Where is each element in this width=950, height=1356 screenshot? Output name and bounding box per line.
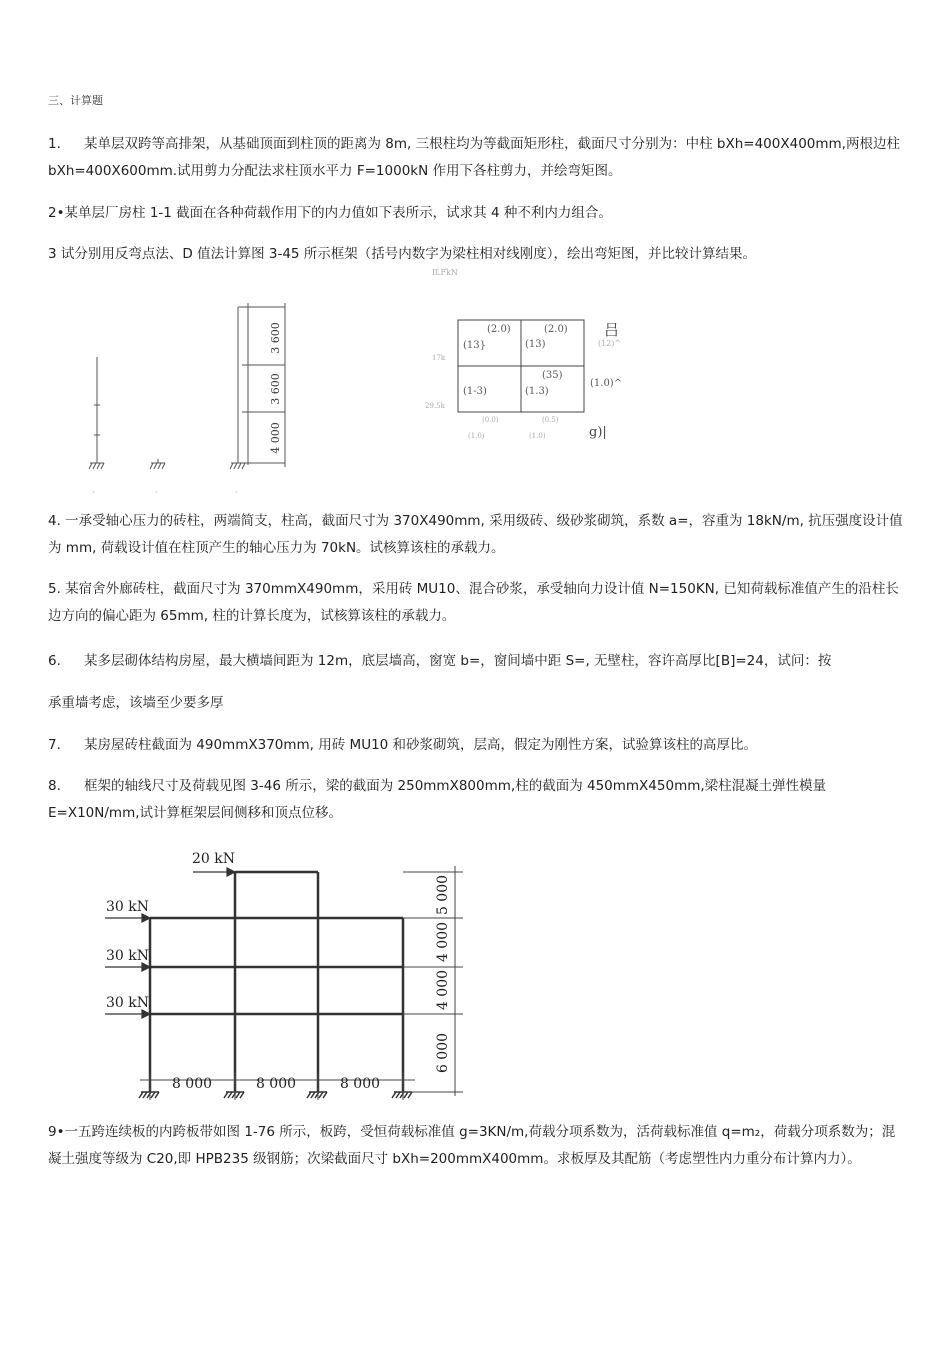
height-dim-storey3: 4 000: [435, 921, 451, 963]
fig345-left-load-top: 17k: [432, 354, 446, 362]
bent-dimension-top: 3 600: [269, 322, 282, 354]
question-1-number: 1.: [48, 136, 61, 152]
question-8: [48, 773, 906, 827]
height-dim-storey4: 5 000: [435, 874, 451, 916]
question-6-text-line1: 某多层砌体结构房屋，最大横墙间距为 12m，底层墙高，窗宽 b=，窗间墙中距 S=, 无壁柱，容许高厚比[B]=24，试问：按: [84, 653, 832, 669]
bent-mark-right: ·: [235, 488, 238, 497]
question-8-number: 8.: [48, 778, 61, 794]
fig345-top-partial-label: ILFkN: [432, 268, 458, 277]
fig345-bottom-partial-3: (1.0): [468, 432, 485, 440]
fig345-cell-column-bottom-mid: (1.3): [525, 386, 549, 397]
fig345-right-partial-label: (12)^: [598, 339, 622, 348]
bent-mark-left: ·: [92, 488, 95, 497]
question-8-text: 框架的轴线尺寸及荷载见图 3-46 所示，梁的截面为 250mmⅩ800mm,柱的截面为 450mmⅩ450mm,梁柱混凝土弹性模量 E=Ⅹ10N/mm,试计算框架层间侧移和顶点位移。: [48, 778, 827, 821]
figure-3-45: [420, 268, 630, 440]
span-dim-1: 8 000: [171, 1076, 213, 1092]
question-6-continued: [48, 690, 906, 717]
question-3-text: 3 试分别用反弯点法、D 值法计算图 3-45 所示框架（括号内数字为梁柱相对线刚度），绘出弯矩图，并比较计算结果。: [48, 246, 757, 262]
question-1-text: 某单层双跨等高排架，从基础顶面到柱顶的距离为 8m, 三根柱均为等截面矩形柱，截面尺寸分别为：中柱 bⅩh=400Ⅹ400mm,两根边柱 bⅩh=400Ⅹ600mm.试用剪力分配法求柱顶水平力 F=1000kN 作用下各柱剪力，并绘弯矩图。: [48, 136, 900, 179]
load-30kn-floor1: 30 kN: [106, 995, 149, 1011]
fig345-cell-beam-top-right: (2.0): [544, 324, 568, 335]
question-9-text: 9•一五跨连续板的内跨板带如图 1-76 所示，板跨，受恒荷载标准值 g=3KN/m,荷载分项系数为，活荷载标准值 q=m₂，荷载分项系数为；混凝土强度等级为 C20,即 HPB235 级钢筋；次梁截面尺寸 bⅩh=200mmⅩ400mm。求板厚及其配筋（考虑塑性内力重分布计算内力）。: [48, 1124, 896, 1167]
question-7-number: 7.: [48, 737, 61, 753]
question-4-text: 4. 一承受轴心压力的砖柱，两端简支，柱高，截面尺寸为 370Ⅹ490mm, 采用级砖、级砂浆砌筑，系数 a=，容重为 18kN/m, 抗压强度设计值为 mm, 荷载设计值在柱顶产生的轴心压力为 70kN。试核算该柱的承载力。: [48, 513, 903, 556]
question-2: [48, 200, 906, 227]
fig345-bottom-partial-1: (0.0): [482, 416, 499, 424]
fig345-cell-column-top-left: (13}: [463, 340, 486, 351]
bent-frame-figure: [80, 295, 310, 500]
question-6: [48, 648, 906, 675]
height-dim-storey2: 4 000: [435, 969, 451, 1011]
question-2-text: 2•某单层厂房柱 1-1 截面在各种荷载作用下的内力值如下表所示，试求其 4 种不利内力组合。: [48, 205, 612, 221]
bent-mark-middle: ·: [155, 488, 158, 497]
span-dim-2: 8 000: [255, 1076, 297, 1092]
question-5-text: 5. 某宿舍外廊砖柱，截面尺寸为 370mmⅩ490mm，采用砖 MU10、混合砂浆，承受轴向力设计值 N=150KN, 已知荷载标准值产生的沿柱长边方向的偏心距为 65mm, 柱的计算长度为，试核算该柱的承载力。: [48, 581, 899, 624]
figure-3-46: [85, 840, 490, 1100]
load-30kn-floor2: 30 kN: [106, 948, 149, 964]
fig345-left-load-bottom: 29.5k: [425, 402, 445, 410]
height-dim-storey1: 6 000: [435, 1032, 451, 1074]
fig345-cell-beam-top-left: (2.0): [487, 324, 511, 335]
section-title: 三、计算题: [48, 94, 103, 107]
question-7: [48, 732, 906, 759]
fig345-bottom-partial-4: (1.0): [529, 432, 546, 440]
fig345-right-label-bottom: g)|: [589, 425, 607, 440]
fig345-cell-beam-mid-right: (35): [542, 370, 563, 381]
question-6-text-line2: 承重墙考虑，该墙至少要多厚: [48, 695, 224, 711]
load-20kn-roof: 20 kN: [192, 851, 235, 867]
fig345-cell-column-top-mid: (13): [525, 339, 546, 350]
question-6-number: 6.: [48, 653, 61, 669]
question-3: [48, 241, 906, 268]
span-dim-3: 8 000: [339, 1076, 381, 1092]
bent-dimension-middle: 3 600: [269, 373, 282, 405]
bent-dimension-bottom: 4 000: [269, 422, 282, 454]
fig345-bottom-partial-2: (0.5): [542, 416, 559, 424]
question-1: [48, 131, 906, 185]
question-7-text: 某房屋砖柱截面为 490mmⅩ370mm, 用砖 MU10 和砂浆砌筑，层高，假定为刚性方案，试验算该柱的高厚比。: [84, 737, 758, 753]
question-4: [48, 508, 906, 562]
question-5: [48, 576, 906, 630]
question-9: [48, 1119, 906, 1173]
fig345-cell-column-bottom-left: (1-3): [463, 386, 487, 397]
load-30kn-floor3: 30 kN: [106, 899, 149, 915]
fig345-right-label-mid: (1.0)^: [590, 378, 623, 389]
fig345-right-label-top: 吕: [604, 321, 620, 339]
